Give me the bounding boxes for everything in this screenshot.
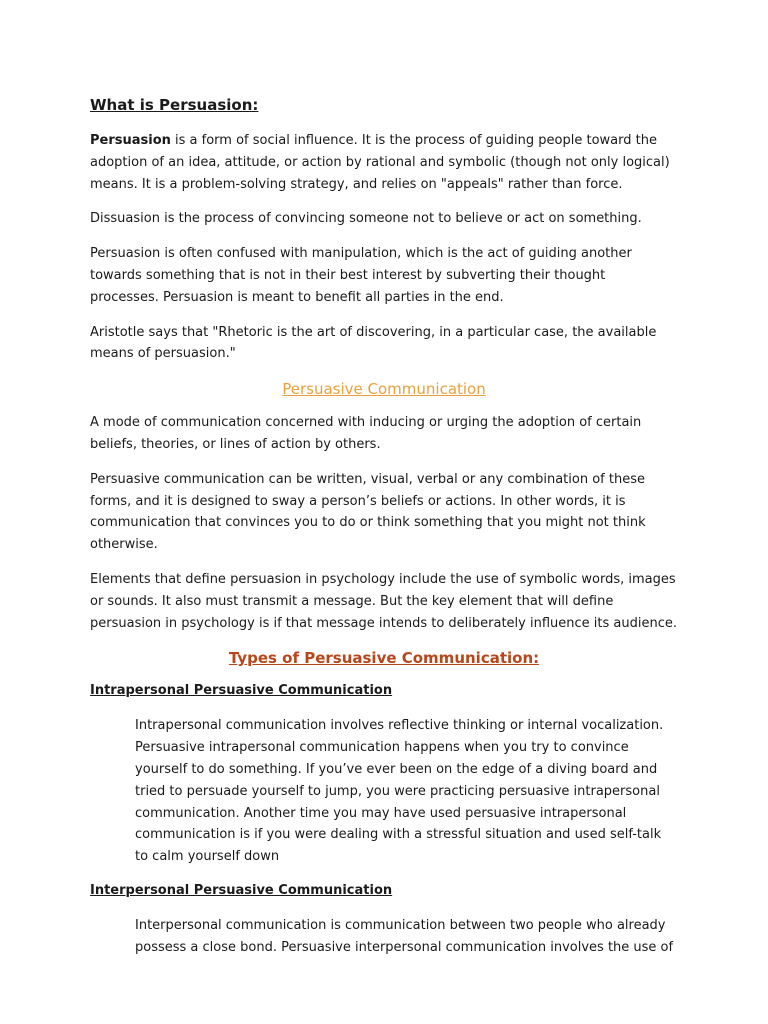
persuasive-communication-heading: Persuasive Communication bbox=[282, 380, 486, 399]
persuasive-comm-paragraph-1: A mode of communication concerned with inducing or urging the adoption of certain beliefs, theories, or lines of action by others. bbox=[90, 415, 642, 452]
aristotle-paragraph: Aristotle says that "Rhetoric is the art of discovering, in a particular case, the available means of persuasion." bbox=[90, 324, 657, 362]
persuasive-comm-paragraph-3: Elements that define persuasion in psychology include the use of symbolic words, images or sounds. It also must transmit a message. But the key element that will define persuasion in psychology is if that message intends to deliberately influence its audience. bbox=[90, 571, 677, 631]
intro-paragraph bbox=[90, 130, 678, 195]
intrapersonal-paragraph: Intrapersonal communication involves reflective thinking or internal vocalization. Persuasive intrapersonal communication happens when you try to convince yourself to do something. If you’ve ever been on the edge of a diving board and tried to persuade yourself to jump, you were practicing persuasive intrapersonal communication. Another time you may have used persuasive intrapersonal communication is if you were dealing with a stressful situation and used self-talk to calm yourself down bbox=[135, 718, 664, 865]
manipulation-paragraph: Persuasion is often confused with manipulation, which is the act of guiding another towards something that is not in their best interest by subverting their thought processes. Persuasion is meant to benefit all parties in the end. bbox=[90, 246, 632, 305]
interpersonal-paragraph: Interpersonal communication is communication between two people who already possess a close bond. Persuasive interpersonal communication involves the use of bbox=[135, 917, 674, 955]
document-page bbox=[90, 94, 678, 972]
intrapersonal-heading: Intrapersonal Persuasive Communication bbox=[90, 683, 393, 699]
interpersonal-heading: Interpersonal Persuasive Communication bbox=[90, 882, 393, 898]
types-heading: Types of Persuasive Communication: bbox=[228, 649, 540, 668]
persuasive-comm-paragraph-2: Persuasive communication can be written, visual, verbal or any combination of these forms, and it is designed to sway a person’s beliefs or actions. In other words, it is communication that convinces you to do or think something that you might not think otherwise. bbox=[90, 471, 646, 553]
intro-lead-term: Persuasion bbox=[90, 133, 171, 148]
dissuasion-paragraph: Dissuasion is the process of convincing someone not to believe or act on something. bbox=[90, 211, 642, 227]
intro-text: is a form of social influence. It is the process of guiding people toward the adoption of an idea, attitude, or action by rational and symbolic (though not only logical) means. It is a problem-solving strategy, and relies on "appeals" rather than force. bbox=[90, 133, 670, 192]
page-title: What is Persuasion: bbox=[90, 96, 259, 114]
